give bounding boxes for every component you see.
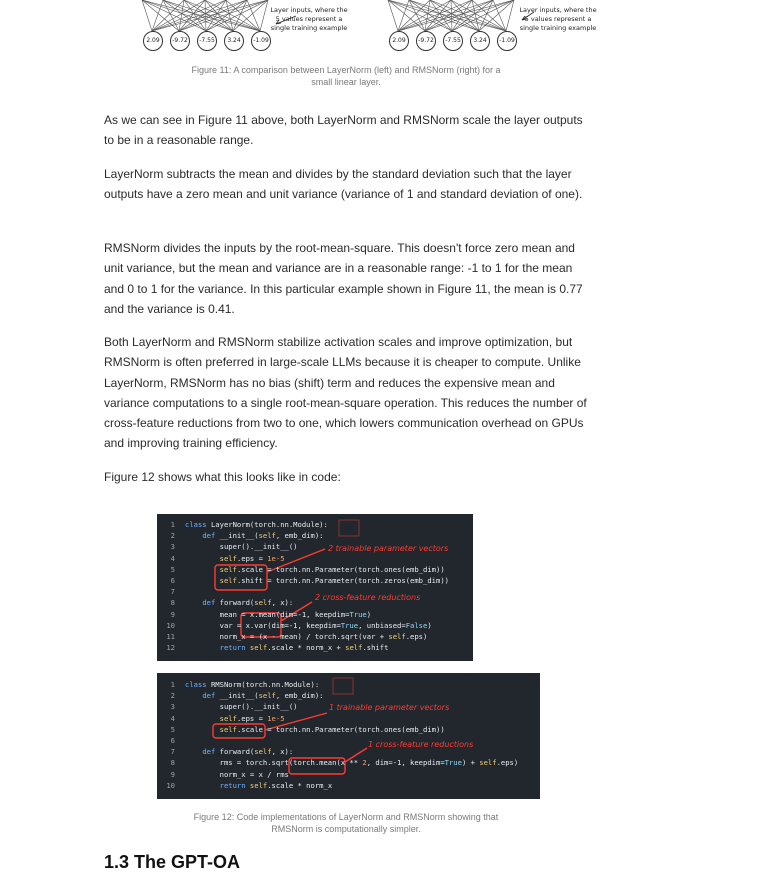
code-line: return self.scale * norm_x xyxy=(219,780,333,790)
input-node: -7.55 xyxy=(443,31,463,51)
line-number: 5 xyxy=(170,564,175,574)
rmsnorm-params-annotation: 1 trainable parameter vectors xyxy=(329,703,450,712)
code-line: def __init__(self, emb_dim): xyxy=(202,691,324,701)
code-line: norm_x = x / rms xyxy=(185,769,289,779)
line-number: 5 xyxy=(170,724,175,734)
annotation-arrows xyxy=(104,0,664,60)
line-number: 7 xyxy=(170,747,175,757)
paragraph-4: Both LayerNorm and RMSNorm stabilize activation scales and improve optimization, but RMSNorm is often preferred in large-scale LLMs because it is cheaper to compute. Unlike LayerNorm, RMSNorm has no bias (shift) term and reduces the expensive mean and variance computations to a single root-mean-square operation. This reduces the number of cross-feature reductions from two to one, which lowers communication overhead on GPUs and improving training efficiency. xyxy=(104,335,587,451)
code-line: super().__init__() xyxy=(185,542,298,552)
line-number: 8 xyxy=(170,758,175,768)
section-heading: 1.3 The GPT-OA xyxy=(104,852,241,872)
input-node: -9.72 xyxy=(170,31,190,51)
code-line: class LayerNorm(torch.nn.Module): xyxy=(185,520,328,529)
paragraph-5: Figure 12 shows what this looks like in code: xyxy=(104,470,341,484)
rmsnorm-reductions-annotation: 1 cross-feature reductions xyxy=(368,740,474,749)
line-number: 10 xyxy=(166,780,175,790)
line-number: 1 xyxy=(170,680,175,689)
input-node: -9.72 xyxy=(416,31,436,51)
code-line: super().__init__() xyxy=(185,702,298,712)
paragraph-1: As we can see in Figure 11 above, both LayerNorm and RMSNorm scale the layer outputs to be in a reasonable range. xyxy=(104,113,583,148)
line-number: 12 xyxy=(166,643,175,653)
input-node: -7.55 xyxy=(197,31,217,51)
line-number: 3 xyxy=(170,542,175,552)
line-number: 1 xyxy=(170,520,175,529)
input-node: -1.09 xyxy=(251,31,271,51)
layernorm-params-annotation: 2 trainable parameter vectors xyxy=(328,544,449,553)
code-line: def forward(self, x): xyxy=(202,598,294,608)
input-node: 3.24 xyxy=(224,31,244,51)
line-number: 7 xyxy=(170,587,175,597)
code-line: self.eps = 1e-5 xyxy=(219,553,285,563)
right-annotation: Layer inputs, where the 5 values represent a single training example xyxy=(519,6,597,32)
code-line: self.scale = torch.nn.Parameter(torch.ones(emb_dim)) xyxy=(219,564,445,574)
line-number: 10 xyxy=(166,620,175,630)
figure-11 xyxy=(104,0,664,60)
input-node: 2.09 xyxy=(143,31,163,51)
line-number: 11 xyxy=(166,632,175,641)
code-line: rms = torch.sqrt(torch.mean(x ** 2, dim=-1, keepdim=True) + self.eps) xyxy=(185,758,519,768)
code-line: self.eps = 1e-5 xyxy=(219,713,285,723)
figure-12-caption: Figure 12: Code implementations of LayerNorm and RMSNorm showing that RMSNorm is computationally simpler. xyxy=(193,812,499,834)
left-annotation: Layer inputs, where the 5 values represent a single training example xyxy=(270,6,348,32)
line-number: 2 xyxy=(170,531,175,541)
code-line: norm_x = (x - mean) / torch.sqrt(var + self.eps) xyxy=(185,632,428,641)
code-line: class RMSNorm(torch.nn.Module): xyxy=(185,680,320,689)
line-number: 6 xyxy=(170,576,175,585)
code-line: mean = x.mean(dim=-1, keepdim=True) xyxy=(185,609,372,619)
code-line: def forward(self, x): xyxy=(202,747,294,757)
line-number: 4 xyxy=(170,713,175,723)
code-line: return self.scale * norm_x + self.shift xyxy=(219,643,389,653)
input-node: 3.24 xyxy=(470,31,490,51)
line-number: 9 xyxy=(170,769,175,779)
figure-11-caption: Figure 11: A comparison between LayerNorm (left) and RMSNorm (right) for a small linear layer. xyxy=(191,65,501,87)
layernorm-code-block xyxy=(157,514,473,661)
input-node: -1.09 xyxy=(497,31,517,51)
line-number: 4 xyxy=(170,553,175,563)
input-node: 2.09 xyxy=(389,31,409,51)
rmsnorm-code-block xyxy=(157,673,540,799)
code-line: self.scale = torch.nn.Parameter(torch.ones(emb_dim)) xyxy=(219,724,445,734)
line-number: 6 xyxy=(170,736,175,745)
line-number: 2 xyxy=(170,691,175,701)
line-number: 9 xyxy=(170,609,175,619)
layernorm-reductions-annotation: 2 cross-feature reductions xyxy=(315,593,421,602)
paragraph-3: RMSNorm divides the inputs by the root-mean-square. This doesn't force zero mean and unit variance, but the mean and variance are in a reasonable range: -1 to 1 for the mean and 0 to 1 for the variance. In this particular example shown in Figure 11, the mean is 0.77 and the variance is 0.41. xyxy=(104,241,583,316)
line-number: 8 xyxy=(170,598,175,608)
code-line: def __init__(self, emb_dim): xyxy=(202,531,324,541)
line-number: 3 xyxy=(170,702,175,712)
paragraph-2: LayerNorm subtracts the mean and divides by the standard deviation such that the layer outputs have a zero mean and unit variance (variance of 1 and standard deviation of one). xyxy=(104,167,583,202)
code-line: var = x.var(dim=-1, keepdim=True, unbiased=False) xyxy=(185,620,432,630)
code-line: self.shift = torch.nn.Parameter(torch.zeros(emb_dim)) xyxy=(219,576,449,585)
